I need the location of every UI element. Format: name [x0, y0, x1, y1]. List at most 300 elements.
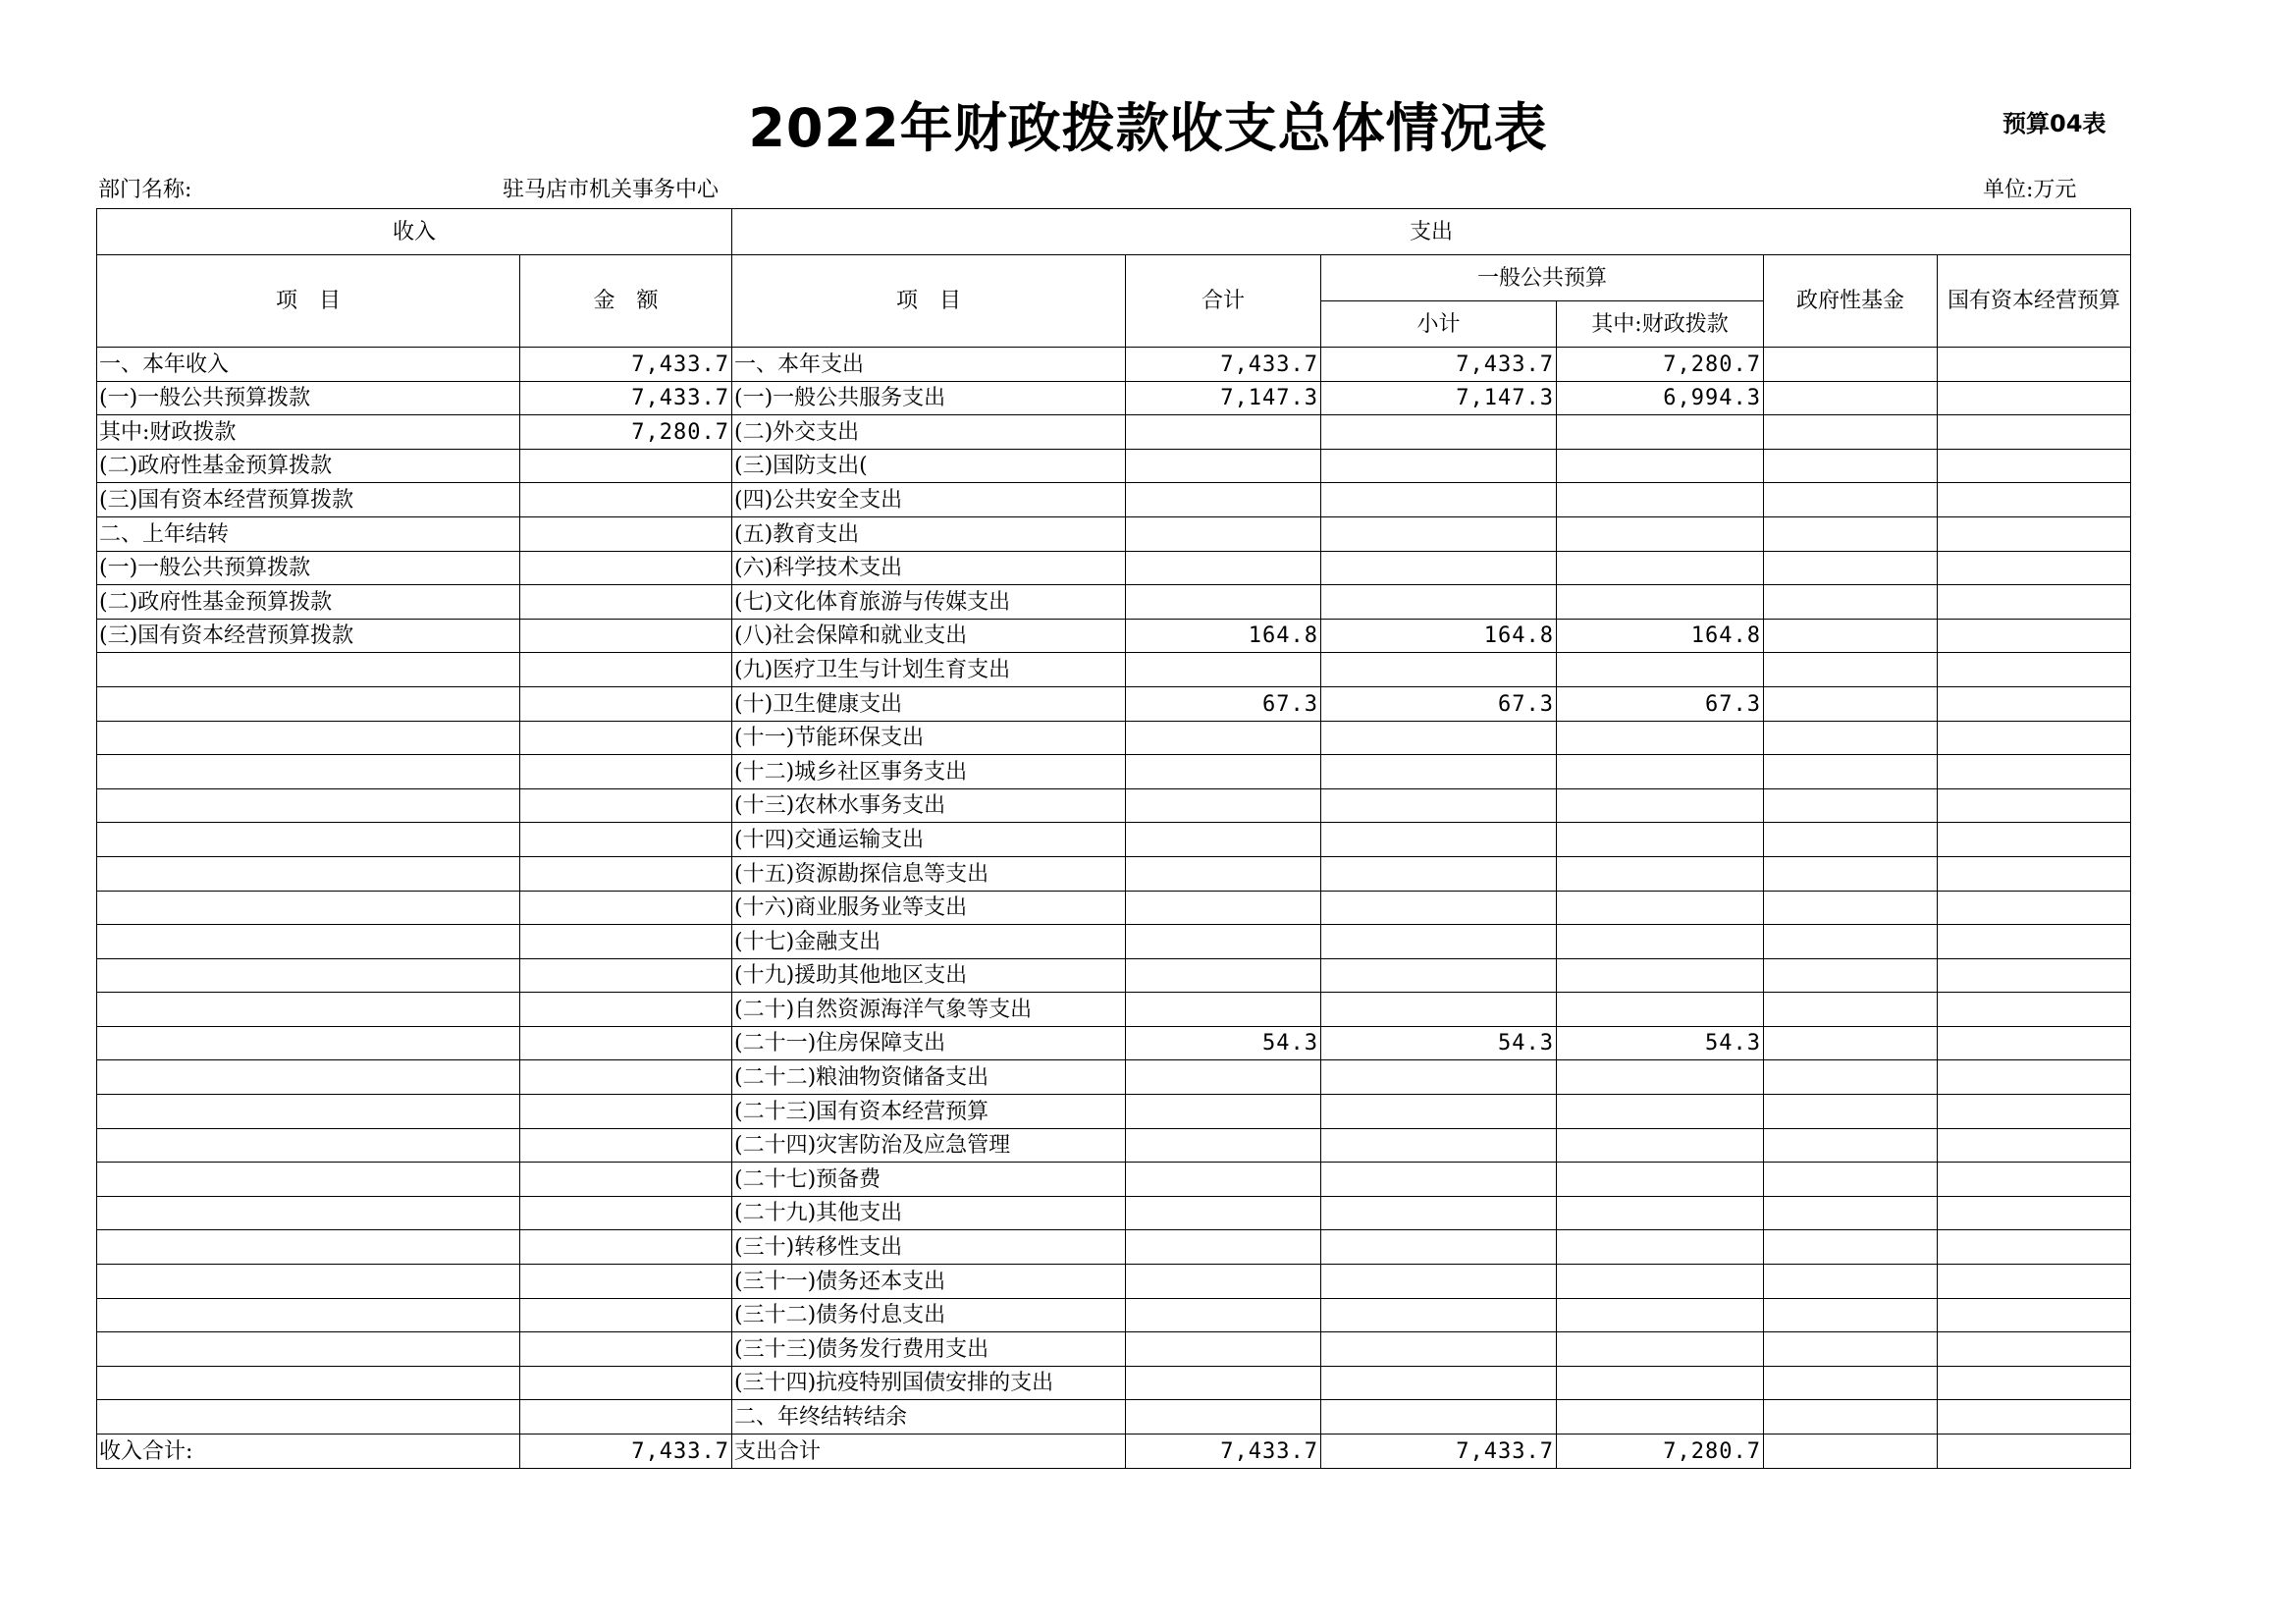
total-cell: 7,433.7	[1126, 1435, 1321, 1469]
income-amount-cell	[520, 958, 732, 993]
subtotal-cell: 7,433.7	[1321, 348, 1557, 382]
expense-item-cell: (八)社会保障和就业支出	[732, 619, 1126, 653]
income-amount-cell	[520, 1026, 732, 1060]
subtotal-cell	[1321, 516, 1557, 551]
expense-item-cell: (十二)城乡社区事务支出	[732, 755, 1126, 789]
income-amount-cell	[520, 1298, 732, 1332]
total-cell	[1126, 1332, 1321, 1367]
total-header: 合计	[1126, 255, 1321, 348]
income-item-cell	[97, 653, 520, 687]
fiscal-cell	[1557, 1095, 1764, 1129]
total-cell	[1126, 1366, 1321, 1400]
subtotal-cell	[1321, 653, 1557, 687]
table-row	[97, 1435, 2131, 1469]
income-item-cell	[97, 958, 520, 993]
fiscal-cell	[1557, 585, 1764, 620]
gov-fund-cell	[1764, 925, 1938, 959]
table-row	[97, 856, 2131, 891]
total-cell	[1126, 585, 1321, 620]
table-row	[97, 1128, 2131, 1163]
gov-fund-cell	[1764, 1128, 1938, 1163]
table-row	[97, 449, 2131, 483]
subtotal-cell	[1321, 483, 1557, 517]
expense-item-cell: (六)科学技术支出	[732, 551, 1126, 585]
total-cell	[1126, 993, 1321, 1027]
gov-fund-cell	[1764, 891, 1938, 925]
fiscal-cell: 7,280.7	[1557, 1435, 1764, 1469]
income-amount-header: 金 额	[520, 255, 732, 348]
income-amount-cell	[520, 1230, 732, 1265]
subtotal-cell: 7,433.7	[1321, 1435, 1557, 1469]
subtotal-cell	[1321, 891, 1557, 925]
gov-fund-cell	[1764, 381, 1938, 415]
state-capital-cell	[1938, 1095, 2131, 1129]
table-row	[97, 348, 2131, 382]
income-item-cell: 其中:财政拨款	[97, 415, 520, 450]
income-amount-cell: 7,433.7	[520, 1435, 732, 1469]
income-amount-cell	[520, 755, 732, 789]
income-item-cell	[97, 993, 520, 1027]
expense-item-cell: (七)文化体育旅游与传媒支出	[732, 585, 1126, 620]
gov-fund-cell	[1764, 856, 1938, 891]
subtotal-cell: 164.8	[1321, 619, 1557, 653]
fiscal-cell	[1557, 856, 1764, 891]
state-capital-cell	[1938, 1230, 2131, 1265]
fiscal-cell	[1557, 1060, 1764, 1095]
expense-item-cell: 一、本年支出	[732, 348, 1126, 382]
total-cell	[1126, 449, 1321, 483]
income-amount-cell	[520, 516, 732, 551]
header-row-1	[97, 209, 2131, 255]
subtotal-cell	[1321, 721, 1557, 755]
table-row	[97, 415, 2131, 450]
expense-item-cell: (二十一)住房保障支出	[732, 1026, 1126, 1060]
income-amount-cell: 7,280.7	[520, 415, 732, 450]
table-row	[97, 1366, 2131, 1400]
state-capital-cell	[1938, 1332, 2131, 1367]
total-cell	[1126, 1400, 1321, 1435]
income-amount-cell	[520, 788, 732, 823]
income-item-cell	[97, 721, 520, 755]
subtotal-cell	[1321, 925, 1557, 959]
income-item-cell	[97, 823, 520, 857]
income-amount-cell	[520, 925, 732, 959]
subtotal-cell	[1321, 1400, 1557, 1435]
expense-item-cell: (十五)资源勘探信息等支出	[732, 856, 1126, 891]
fiscal-cell	[1557, 958, 1764, 993]
department-label: 部门名称:	[98, 178, 192, 202]
income-item-cell	[97, 856, 520, 891]
total-cell	[1126, 1196, 1321, 1230]
income-item-cell: 二、上年结转	[97, 516, 520, 551]
total-cell	[1126, 1230, 1321, 1265]
subtotal-cell	[1321, 1128, 1557, 1163]
subtotal-cell	[1321, 1332, 1557, 1367]
fiscal-cell	[1557, 1298, 1764, 1332]
state-capital-cell	[1938, 1128, 2131, 1163]
expense-item-cell: (十四)交通运输支出	[732, 823, 1126, 857]
gov-fund-cell	[1764, 1060, 1938, 1095]
gov-fund-cell	[1764, 516, 1938, 551]
income-amount-cell	[520, 993, 732, 1027]
gov-fund-cell	[1764, 1026, 1938, 1060]
state-capital-header: 国有资本经营预算	[1938, 255, 2131, 348]
table-number: 预算04表	[2002, 110, 2107, 137]
total-cell	[1126, 1265, 1321, 1299]
total-cell	[1126, 1128, 1321, 1163]
fiscal-header: 其中:财政拨款	[1557, 301, 1764, 348]
subtotal-cell	[1321, 1196, 1557, 1230]
expense-item-cell: (一)一般公共服务支出	[732, 381, 1126, 415]
state-capital-cell	[1938, 993, 2131, 1027]
fiscal-cell	[1557, 1196, 1764, 1230]
gov-fund-cell	[1764, 348, 1938, 382]
total-cell	[1126, 653, 1321, 687]
subtotal-cell	[1321, 788, 1557, 823]
income-amount-cell	[520, 1128, 732, 1163]
state-capital-cell	[1938, 721, 2131, 755]
subtotal-cell	[1321, 958, 1557, 993]
table-row	[97, 1298, 2131, 1332]
total-cell	[1126, 1163, 1321, 1197]
table-row	[97, 823, 2131, 857]
gov-fund-cell	[1764, 1163, 1938, 1197]
fiscal-cell	[1557, 993, 1764, 1027]
income-item-cell	[97, 1128, 520, 1163]
expense-item-cell: (十九)援助其他地区支出	[732, 958, 1126, 993]
fiscal-cell	[1557, 1265, 1764, 1299]
expense-item-cell: (二十三)国有资本经营预算	[732, 1095, 1126, 1129]
gov-fund-cell	[1764, 823, 1938, 857]
gov-fund-cell	[1764, 619, 1938, 653]
income-amount-cell	[520, 619, 732, 653]
total-cell	[1126, 721, 1321, 755]
state-capital-cell	[1938, 653, 2131, 687]
state-capital-cell	[1938, 619, 2131, 653]
income-item-cell	[97, 1163, 520, 1197]
income-header: 收入	[97, 209, 732, 255]
subtotal-cell	[1321, 551, 1557, 585]
total-cell: 67.3	[1126, 686, 1321, 721]
income-amount-cell	[520, 1265, 732, 1299]
table-row	[97, 1230, 2131, 1265]
total-cell	[1126, 788, 1321, 823]
expense-item-cell: (四)公共安全支出	[732, 483, 1126, 517]
subtotal-cell	[1321, 1366, 1557, 1400]
total-cell	[1126, 856, 1321, 891]
income-amount-cell: 7,433.7	[520, 348, 732, 382]
expense-item-cell: (三十三)债务发行费用支出	[732, 1332, 1126, 1367]
total-cell	[1126, 755, 1321, 789]
fiscal-cell	[1557, 755, 1764, 789]
state-capital-cell	[1938, 856, 2131, 891]
state-capital-cell	[1938, 891, 2131, 925]
total-cell: 54.3	[1126, 1026, 1321, 1060]
fiscal-cell	[1557, 823, 1764, 857]
gov-fund-cell	[1764, 551, 1938, 585]
gov-fund-cell	[1764, 1095, 1938, 1129]
income-amount-cell	[520, 686, 732, 721]
gov-fund-cell	[1764, 788, 1938, 823]
subtotal-header: 小计	[1321, 301, 1557, 348]
gov-fund-cell	[1764, 1196, 1938, 1230]
expense-item-cell: (三十)转移性支出	[732, 1230, 1126, 1265]
subtotal-cell	[1321, 415, 1557, 450]
page-title: 2022年财政拨款收支总体情况表	[748, 97, 1548, 159]
income-item-cell	[97, 891, 520, 925]
state-capital-cell	[1938, 483, 2131, 517]
table-row	[97, 653, 2131, 687]
subtotal-cell	[1321, 1298, 1557, 1332]
subtotal-cell	[1321, 1060, 1557, 1095]
income-amount-cell	[520, 1366, 732, 1400]
state-capital-cell	[1938, 348, 2131, 382]
income-item-header: 项 目	[97, 255, 520, 348]
state-capital-cell	[1938, 1196, 2131, 1230]
total-cell	[1126, 823, 1321, 857]
gov-fund-cell	[1764, 1332, 1938, 1367]
expense-item-header: 项 目	[732, 255, 1126, 348]
income-amount-cell	[520, 891, 732, 925]
total-cell	[1126, 415, 1321, 450]
fiscal-cell	[1557, 925, 1764, 959]
fiscal-cell	[1557, 415, 1764, 450]
table-row	[97, 891, 2131, 925]
gov-fund-cell	[1764, 653, 1938, 687]
table-row	[97, 755, 2131, 789]
expense-item-cell: (三十二)债务付息支出	[732, 1298, 1126, 1332]
table-row	[97, 788, 2131, 823]
table-row	[97, 381, 2131, 415]
state-capital-cell	[1938, 755, 2131, 789]
gov-fund-cell	[1764, 1298, 1938, 1332]
total-cell	[1126, 551, 1321, 585]
table-row	[97, 619, 2131, 653]
expense-item-cell: (二十四)灾害防治及应急管理	[732, 1128, 1126, 1163]
table-row	[97, 1163, 2131, 1197]
income-item-cell	[97, 1026, 520, 1060]
income-amount-cell	[520, 551, 732, 585]
state-capital-cell	[1938, 1026, 2131, 1060]
state-capital-cell	[1938, 788, 2131, 823]
income-amount-cell	[520, 856, 732, 891]
table-row	[97, 483, 2131, 517]
fiscal-cell	[1557, 1163, 1764, 1197]
state-capital-cell	[1938, 1435, 2131, 1469]
subtotal-cell	[1321, 993, 1557, 1027]
expense-item-cell: (三)国防支出(	[732, 449, 1126, 483]
table-row	[97, 1332, 2131, 1367]
income-amount-cell	[520, 1400, 732, 1435]
total-cell	[1126, 1298, 1321, 1332]
income-amount-cell	[520, 823, 732, 857]
fiscal-cell	[1557, 1128, 1764, 1163]
expense-item-cell: (十一)节能环保支出	[732, 721, 1126, 755]
table-row	[97, 516, 2131, 551]
state-capital-cell	[1938, 551, 2131, 585]
fiscal-cell	[1557, 1400, 1764, 1435]
total-cell	[1126, 1095, 1321, 1129]
subtotal-cell	[1321, 585, 1557, 620]
fiscal-cell	[1557, 1230, 1764, 1265]
income-item-cell	[97, 755, 520, 789]
state-capital-cell	[1938, 516, 2131, 551]
income-item-cell	[97, 1265, 520, 1299]
gov-fund-cell	[1764, 449, 1938, 483]
total-cell	[1126, 483, 1321, 517]
expense-item-cell: (二十九)其他支出	[732, 1196, 1126, 1230]
fiscal-cell: 6,994.3	[1557, 381, 1764, 415]
state-capital-cell	[1938, 1163, 2131, 1197]
table-row	[97, 1265, 2131, 1299]
state-capital-cell	[1938, 1400, 2131, 1435]
income-amount-cell	[520, 483, 732, 517]
table-row	[97, 1400, 2131, 1435]
table-row	[97, 1196, 2131, 1230]
total-cell	[1126, 925, 1321, 959]
gov-fund-cell	[1764, 483, 1938, 517]
income-item-cell	[97, 1095, 520, 1129]
total-cell: 7,433.7	[1126, 348, 1321, 382]
subtotal-cell	[1321, 1265, 1557, 1299]
total-cell: 164.8	[1126, 619, 1321, 653]
income-amount-cell	[520, 1060, 732, 1095]
general-budget-header: 一般公共预算	[1321, 255, 1764, 301]
gov-fund-cell	[1764, 585, 1938, 620]
income-amount-cell: 7,433.7	[520, 381, 732, 415]
total-cell	[1126, 516, 1321, 551]
subtotal-cell	[1321, 1230, 1557, 1265]
total-cell	[1126, 891, 1321, 925]
income-amount-cell	[520, 449, 732, 483]
income-amount-cell	[520, 721, 732, 755]
income-item-cell: 收入合计:	[97, 1435, 520, 1469]
income-amount-cell	[520, 585, 732, 620]
state-capital-cell	[1938, 415, 2131, 450]
gov-fund-header: 政府性基金	[1764, 255, 1938, 348]
state-capital-cell	[1938, 585, 2131, 620]
income-item-cell	[97, 1366, 520, 1400]
subtotal-cell: 67.3	[1321, 686, 1557, 721]
gov-fund-cell	[1764, 721, 1938, 755]
gov-fund-cell	[1764, 993, 1938, 1027]
fiscal-cell	[1557, 721, 1764, 755]
expense-item-cell: (十七)金融支出	[732, 925, 1126, 959]
income-item-cell	[97, 788, 520, 823]
income-item-cell	[97, 925, 520, 959]
header-row-2	[97, 255, 2131, 301]
income-item-cell	[97, 1298, 520, 1332]
income-item-cell: (二)政府性基金预算拨款	[97, 449, 520, 483]
table-row	[97, 925, 2131, 959]
gov-fund-cell	[1764, 686, 1938, 721]
gov-fund-cell	[1764, 1230, 1938, 1265]
state-capital-cell	[1938, 381, 2131, 415]
expense-item-cell: (二十七)预备费	[732, 1163, 1126, 1197]
gov-fund-cell	[1764, 1366, 1938, 1400]
expense-item-cell: (九)医疗卫生与计划生育支出	[732, 653, 1126, 687]
subtotal-cell	[1321, 823, 1557, 857]
income-item-cell: (三)国有资本经营预算拨款	[97, 483, 520, 517]
income-item-cell	[97, 1060, 520, 1095]
income-item-cell: 一、本年收入	[97, 348, 520, 382]
income-item-cell	[97, 1196, 520, 1230]
state-capital-cell	[1938, 1265, 2131, 1299]
income-item-cell: (一)一般公共预算拨款	[97, 381, 520, 415]
table-row	[97, 585, 2131, 620]
expense-item-cell: (五)教育支出	[732, 516, 1126, 551]
expense-item-cell: (二十)自然资源海洋气象等支出	[732, 993, 1126, 1027]
expense-item-cell: (十三)农林水事务支出	[732, 788, 1126, 823]
fiscal-cell: 54.3	[1557, 1026, 1764, 1060]
income-amount-cell	[520, 1332, 732, 1367]
table-row	[97, 686, 2131, 721]
gov-fund-cell	[1764, 1400, 1938, 1435]
gov-fund-cell	[1764, 1265, 1938, 1299]
expense-item-cell: (三十四)抗疫特别国债安排的支出	[732, 1366, 1126, 1400]
expense-item-cell: (十)卫生健康支出	[732, 686, 1126, 721]
subtotal-cell	[1321, 1163, 1557, 1197]
state-capital-cell	[1938, 823, 2131, 857]
expense-item-cell: (三十一)债务还本支出	[732, 1265, 1126, 1299]
state-capital-cell	[1938, 449, 2131, 483]
state-capital-cell	[1938, 925, 2131, 959]
subtotal-cell	[1321, 755, 1557, 789]
expense-item-cell: (二)外交支出	[732, 415, 1126, 450]
subtotal-cell: 54.3	[1321, 1026, 1557, 1060]
subtotal-cell	[1321, 1095, 1557, 1129]
expense-item-cell: (二十二)粮油物资储备支出	[732, 1060, 1126, 1095]
state-capital-cell	[1938, 686, 2131, 721]
state-capital-cell	[1938, 1060, 2131, 1095]
income-amount-cell	[520, 1163, 732, 1197]
income-item-cell	[97, 1332, 520, 1367]
table-row	[97, 1060, 2131, 1095]
fiscal-cell	[1557, 891, 1764, 925]
gov-fund-cell	[1764, 958, 1938, 993]
total-cell: 7,147.3	[1126, 381, 1321, 415]
state-capital-cell	[1938, 958, 2131, 993]
fiscal-cell	[1557, 516, 1764, 551]
total-cell	[1126, 958, 1321, 993]
table-row	[97, 958, 2131, 993]
table-row	[97, 1026, 2131, 1060]
fiscal-cell	[1557, 788, 1764, 823]
fiscal-cell	[1557, 1332, 1764, 1367]
table-row	[97, 551, 2131, 585]
department-name: 驻马店市机关事务中心	[503, 178, 720, 202]
fiscal-cell	[1557, 1366, 1764, 1400]
expense-header: 支出	[732, 209, 2131, 255]
expense-item-cell: 支出合计	[732, 1435, 1126, 1469]
income-item-cell	[97, 1230, 520, 1265]
income-amount-cell	[520, 1095, 732, 1129]
gov-fund-cell	[1764, 755, 1938, 789]
expense-item-cell: 二、年终结转结余	[732, 1400, 1126, 1435]
fiscal-cell	[1557, 551, 1764, 585]
income-item-cell	[97, 686, 520, 721]
expense-item-cell: (十六)商业服务业等支出	[732, 891, 1126, 925]
gov-fund-cell	[1764, 415, 1938, 450]
income-amount-cell	[520, 653, 732, 687]
fiscal-cell: 67.3	[1557, 686, 1764, 721]
fiscal-cell	[1557, 653, 1764, 687]
fiscal-cell: 7,280.7	[1557, 348, 1764, 382]
subtotal-cell	[1321, 856, 1557, 891]
table-row	[97, 993, 2131, 1027]
budget-table	[96, 208, 2131, 1469]
income-item-cell: (二)政府性基金预算拨款	[97, 585, 520, 620]
